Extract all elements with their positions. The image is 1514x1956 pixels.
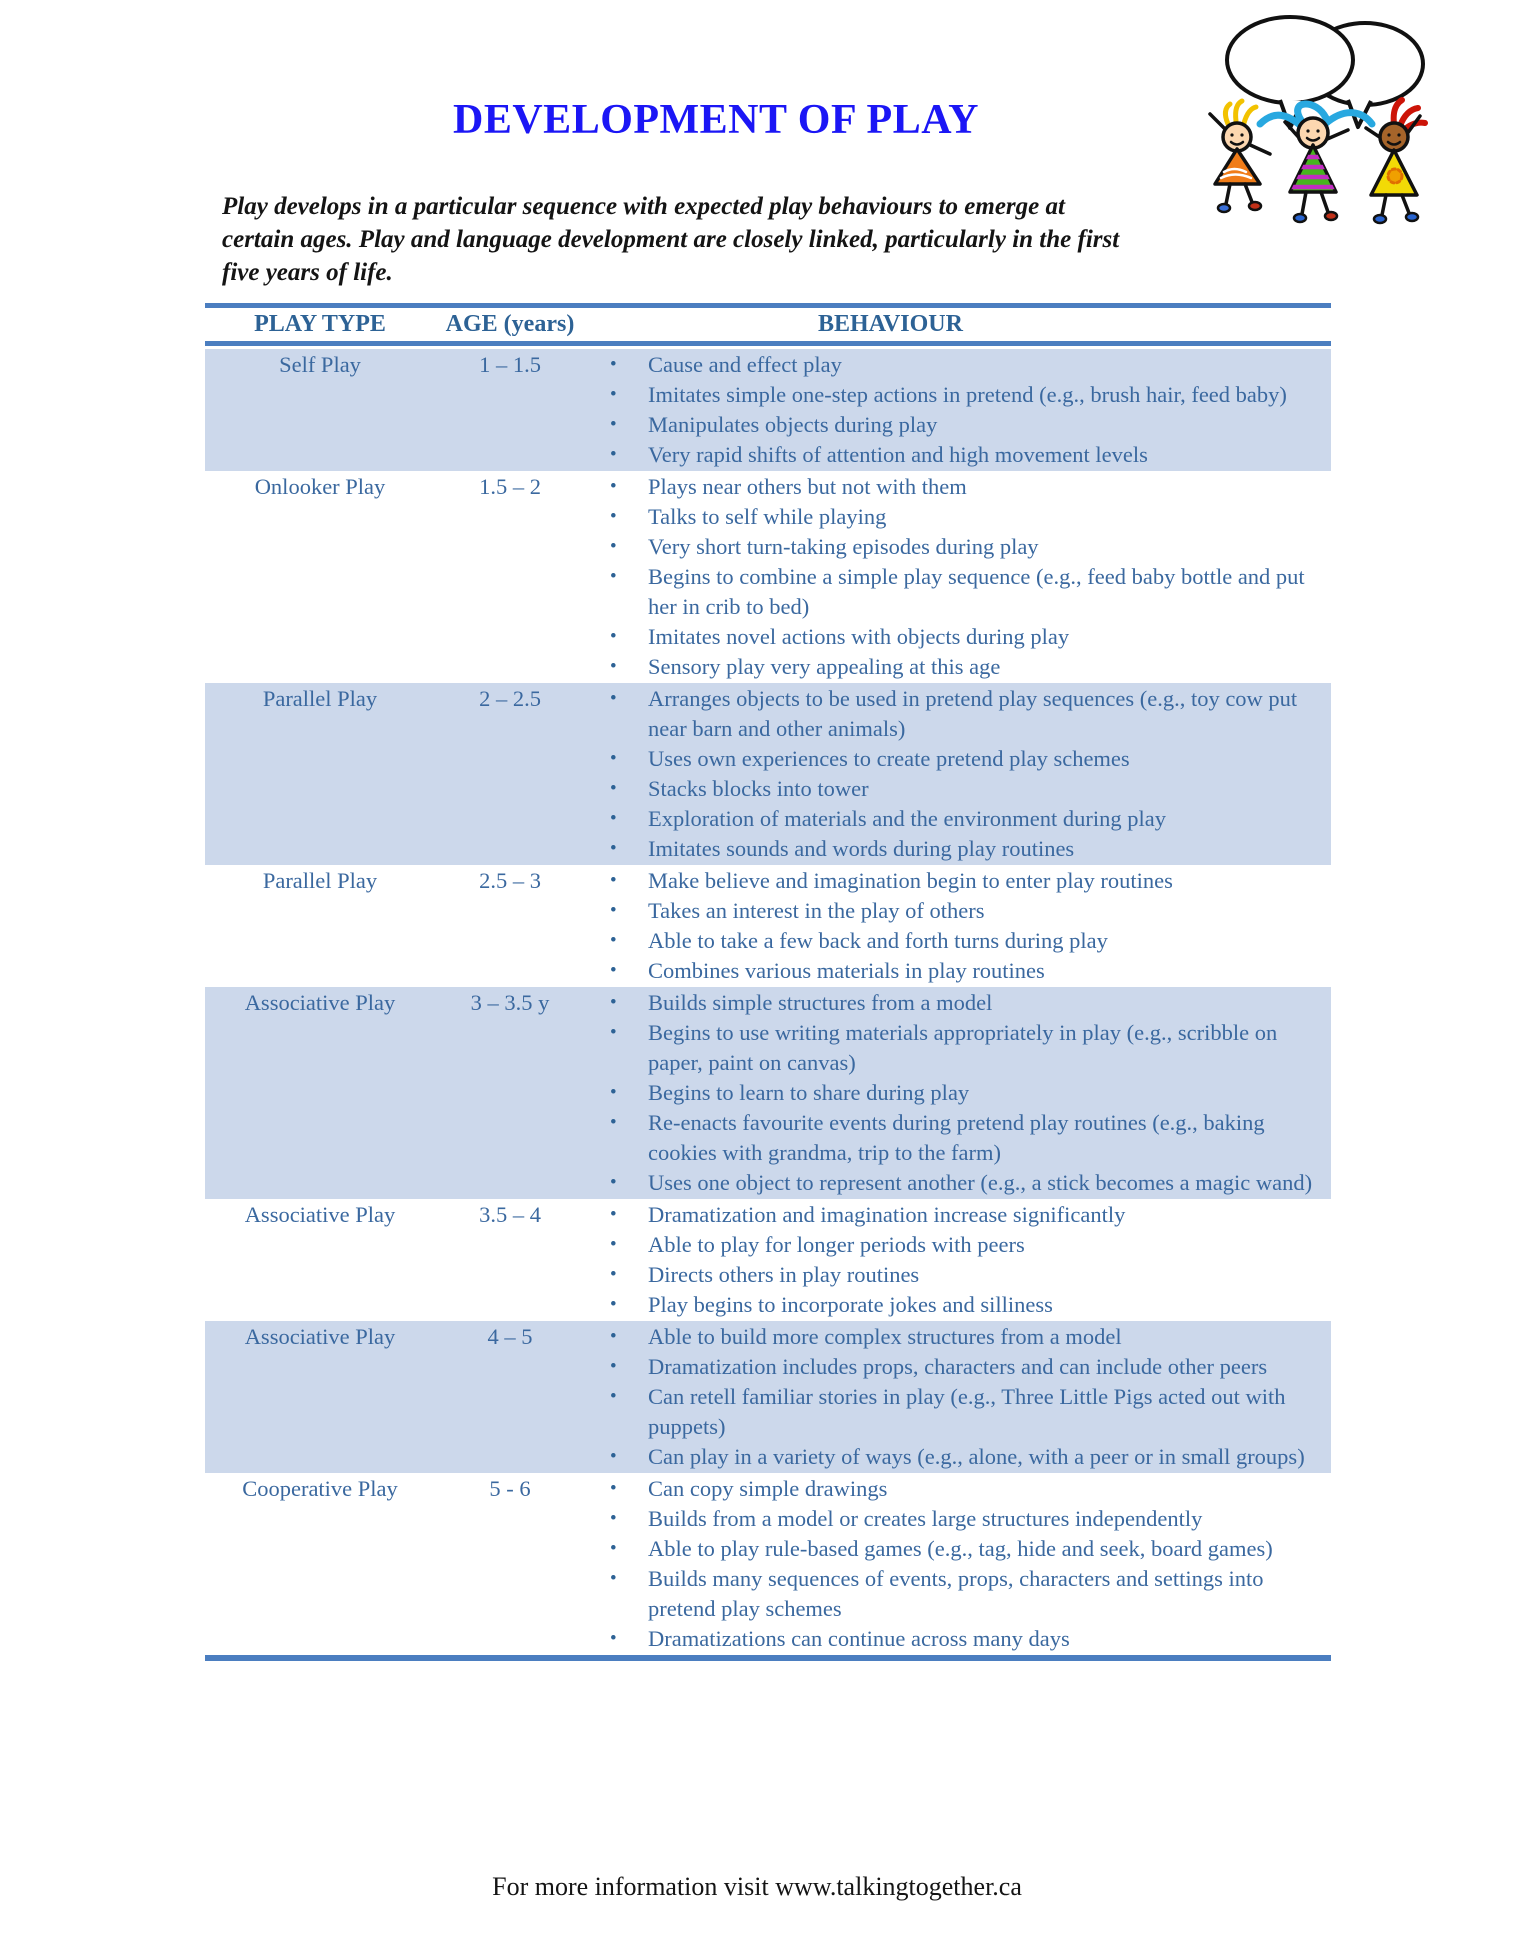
- behaviour-text: Dramatizations can continue across many days: [648, 1626, 1070, 1651]
- behaviour-text: Combines various materials in play routines: [648, 958, 1045, 983]
- bullet-icon: •: [610, 1628, 617, 1649]
- behaviour-text: Stacks blocks into tower: [648, 776, 869, 801]
- age-cell: 1 – 1.5: [479, 352, 541, 377]
- table-row: [205, 349, 1331, 471]
- age-cell: 3 – 3.5 y: [470, 990, 550, 1015]
- age-cell: 3.5 – 4: [479, 1202, 541, 1227]
- bullet-icon: •: [610, 748, 617, 769]
- table-row: [205, 987, 1331, 1199]
- behaviour-list-item: [585, 562, 1331, 622]
- behaviour-list-item: [585, 502, 1331, 532]
- play-type-cell: Parallel Play: [262, 868, 378, 893]
- column-header-behaviour: BEHAVIOUR: [818, 311, 963, 337]
- behaviour-list-item: [585, 1504, 1331, 1534]
- behaviour-text: Very short turn-taking episodes during play: [648, 534, 1039, 559]
- behaviour-list-item: [585, 440, 1331, 470]
- behaviour-text: Make believe and imagination begin to enter play routines: [648, 868, 1173, 893]
- behaviour-list-item: [585, 1108, 1331, 1168]
- bullet-icon: •: [610, 536, 617, 557]
- behaviour-list-item: [585, 684, 1331, 744]
- bullet-icon: •: [610, 838, 617, 859]
- table-body: [205, 349, 1331, 1661]
- bullet-icon: •: [610, 626, 617, 647]
- behaviour-list-item: [585, 1474, 1331, 1504]
- behaviour-cell: [585, 988, 1331, 1198]
- behaviour-list-item: [585, 896, 1331, 926]
- play-development-table: [205, 303, 1331, 1661]
- behaviour-list-item: [585, 1230, 1331, 1260]
- behaviour-list-item: [585, 1534, 1331, 1564]
- child-left-icon: [1210, 101, 1270, 212]
- bullet-icon: •: [610, 1112, 617, 1133]
- behaviour-cell: [585, 472, 1331, 682]
- behaviour-text: Re-enacts favourite events during pretend play routines (e.g., baking cookies with grandma, trip to the farm): [648, 1110, 1265, 1165]
- column-header-age: AGE (years): [445, 311, 575, 337]
- behaviour-text: Arranges objects to be used in pretend play sequences (e.g., toy cow put near barn and other animals): [648, 686, 1298, 741]
- table-row: [205, 1199, 1331, 1321]
- behaviour-text: Dramatization includes props, characters and can include other peers: [648, 1354, 1268, 1379]
- behaviour-list-item: [585, 1322, 1331, 1352]
- behaviour-cell: [585, 684, 1331, 864]
- bullet-icon: •: [610, 808, 617, 829]
- bullet-icon: •: [610, 384, 617, 405]
- footer-text: For more information visit www.talkingtogether.ca: [492, 1872, 1022, 1901]
- bullet-icon: •: [610, 1082, 617, 1103]
- table-row: [205, 683, 1331, 865]
- behaviour-text: Talks to self while playing: [648, 504, 887, 529]
- behaviour-list-item: [585, 744, 1331, 774]
- behaviour-text: Very rapid shifts of attention and high movement levels: [648, 442, 1148, 467]
- behaviour-list-item: [585, 1078, 1331, 1108]
- behaviour-cell: [585, 1322, 1331, 1472]
- behaviour-list-item: [585, 1168, 1331, 1198]
- intro-paragraph: Play develops in a particular sequence with expected play behaviours to emerge at certain ages. Play and language development are closely linked, particularly in the first five years of life.: [222, 193, 1120, 286]
- behaviour-list-item: [585, 1352, 1331, 1382]
- bullet-icon: •: [610, 900, 617, 921]
- behaviour-text: Builds many sequences of events, props, characters and settings into pretend play schemes: [648, 1566, 1264, 1621]
- behaviour-list-item: [585, 1382, 1331, 1442]
- behaviour-text: Imitates sounds and words during play routines: [648, 836, 1075, 861]
- behaviour-list-item: [585, 1018, 1331, 1078]
- behaviour-list-item: [585, 380, 1331, 410]
- play-type-cell: Cooperative Play: [242, 1476, 398, 1501]
- table-header-row: [205, 303, 1331, 346]
- behaviour-list-item: [585, 410, 1331, 440]
- behaviour-cell: [585, 350, 1331, 470]
- table-row: [205, 1321, 1331, 1473]
- behaviour-text: Manipulates objects during play: [648, 412, 938, 437]
- bullet-icon: •: [610, 1264, 617, 1285]
- column-header-play-type: PLAY TYPE: [254, 311, 386, 337]
- behaviour-list-item: [585, 1290, 1331, 1320]
- bullet-icon: •: [610, 1204, 617, 1225]
- behaviour-text: Builds from a model or creates large structures independently: [648, 1506, 1203, 1531]
- behaviour-text: Begins to use writing materials appropriately in play (e.g., scribble on paper, paint on canvas): [648, 1020, 1278, 1075]
- bullet-icon: •: [610, 506, 617, 527]
- behaviour-list-item: [585, 532, 1331, 562]
- behaviour-list-item: [585, 988, 1331, 1018]
- bullet-icon: •: [610, 476, 617, 497]
- behaviour-text: Begins to learn to share during play: [648, 1080, 970, 1105]
- table-row: [205, 471, 1331, 683]
- age-cell: 4 – 5: [487, 1324, 533, 1349]
- behaviour-list-item: [585, 350, 1331, 380]
- behaviour-text: Able to play rule-based games (e.g., tag, hide and seek, board games): [648, 1536, 1273, 1561]
- behaviour-text: Uses one object to represent another (e.g., a stick becomes a magic wand): [648, 1170, 1313, 1195]
- children-illustration-icon: [1198, 14, 1460, 232]
- bullet-icon: •: [610, 1568, 617, 1589]
- bullet-icon: •: [610, 870, 617, 891]
- bullet-icon: •: [610, 1326, 617, 1347]
- age-cell: 2 – 2.5: [479, 686, 541, 711]
- behaviour-list-item: [585, 652, 1331, 682]
- behaviour-text: Takes an interest in the play of others: [648, 898, 985, 923]
- play-type-cell: Self Play: [279, 352, 361, 377]
- behaviour-text: Able to build more complex structures from a model: [648, 1324, 1122, 1349]
- age-cell: 1.5 – 2: [479, 474, 541, 499]
- bullet-icon: •: [610, 1538, 617, 1559]
- behaviour-text: Play begins to incorporate jokes and silliness: [648, 1292, 1053, 1317]
- behaviour-text: Plays near others but not with them: [648, 474, 967, 499]
- behaviour-text: Able to play for longer periods with peers: [648, 1232, 1025, 1257]
- behaviour-text: Can play in a variety of ways (e.g., alone, with a peer or in small groups): [648, 1444, 1305, 1469]
- page-title: DEVELOPMENT OF PLAY: [453, 97, 980, 143]
- behaviour-text: Directs others in play routines: [648, 1262, 920, 1287]
- play-type-cell: Parallel Play: [262, 686, 378, 711]
- behaviour-text: Imitates novel actions with objects during play: [648, 624, 1070, 649]
- bullet-icon: •: [610, 1356, 617, 1377]
- play-type-cell: Associative Play: [244, 1202, 396, 1227]
- behaviour-text: Can copy simple drawings: [648, 1476, 888, 1501]
- behaviour-cell: [585, 1200, 1331, 1320]
- behaviour-text: Cause and effect play: [648, 352, 842, 377]
- behaviour-list-item: [585, 866, 1331, 896]
- behaviour-text: Able to take a few back and forth turns during play: [648, 928, 1108, 953]
- behaviour-text: Builds simple structures from a model: [648, 990, 993, 1015]
- bullet-icon: •: [610, 566, 617, 587]
- bullet-icon: •: [610, 778, 617, 799]
- bullet-icon: •: [610, 1508, 617, 1529]
- bullet-icon: •: [610, 1294, 617, 1315]
- bullet-icon: •: [610, 1478, 617, 1499]
- child-right-icon: [1366, 100, 1425, 223]
- bullet-icon: •: [610, 960, 617, 981]
- bullet-icon: •: [610, 688, 617, 709]
- bullet-icon: •: [610, 354, 617, 375]
- behaviour-list-item: [585, 926, 1331, 956]
- bullet-icon: •: [610, 414, 617, 435]
- age-cell: 5 - 6: [489, 1476, 531, 1501]
- behaviour-list-item: [585, 956, 1331, 986]
- behaviour-text: Imitates simple one-step actions in pretend (e.g., brush hair, feed baby): [648, 382, 1287, 407]
- behaviour-list-item: [585, 834, 1331, 864]
- behaviour-list-item: [585, 1200, 1331, 1230]
- table-row: [205, 1473, 1331, 1655]
- behaviour-text: Exploration of materials and the environment during play: [648, 806, 1166, 831]
- bullet-icon: •: [610, 1386, 617, 1407]
- behaviour-list-item: [585, 472, 1331, 502]
- behaviour-list-item: [585, 622, 1331, 652]
- behaviour-text: Sensory play very appealing at this age: [648, 654, 1001, 679]
- bullet-icon: •: [610, 1234, 617, 1255]
- behaviour-list-item: [585, 804, 1331, 834]
- bullet-icon: •: [610, 1022, 617, 1043]
- bullet-icon: •: [610, 930, 617, 951]
- behaviour-cell: [585, 866, 1331, 986]
- behaviour-text: Can retell familiar stories in play (e.g., Three Little Pigs acted out with puppets): [648, 1384, 1286, 1439]
- bullet-icon: •: [610, 444, 617, 465]
- play-type-cell: Associative Play: [244, 1324, 396, 1349]
- bullet-icon: •: [610, 1172, 617, 1193]
- behaviour-text: Uses own experiences to create pretend play schemes: [648, 746, 1130, 771]
- age-cell: 2.5 – 3: [479, 868, 541, 893]
- behaviour-list-item: [585, 774, 1331, 804]
- behaviour-text: Begins to combine a simple play sequence (e.g., feed baby bottle and put her in crib to bed): [648, 564, 1305, 619]
- behaviour-list-item: [585, 1442, 1331, 1472]
- bullet-icon: •: [610, 1446, 617, 1467]
- table-row: [205, 865, 1331, 987]
- bullet-icon: •: [610, 992, 617, 1013]
- bullet-icon: •: [610, 656, 617, 677]
- behaviour-list-item: [585, 1260, 1331, 1290]
- play-type-cell: Onlooker Play: [254, 474, 386, 499]
- behaviour-cell: [585, 1474, 1331, 1654]
- behaviour-text: Dramatization and imagination increase significantly: [648, 1202, 1126, 1227]
- behaviour-list-item: [585, 1624, 1331, 1654]
- play-type-cell: Associative Play: [244, 990, 396, 1015]
- behaviour-list-item: [585, 1564, 1331, 1624]
